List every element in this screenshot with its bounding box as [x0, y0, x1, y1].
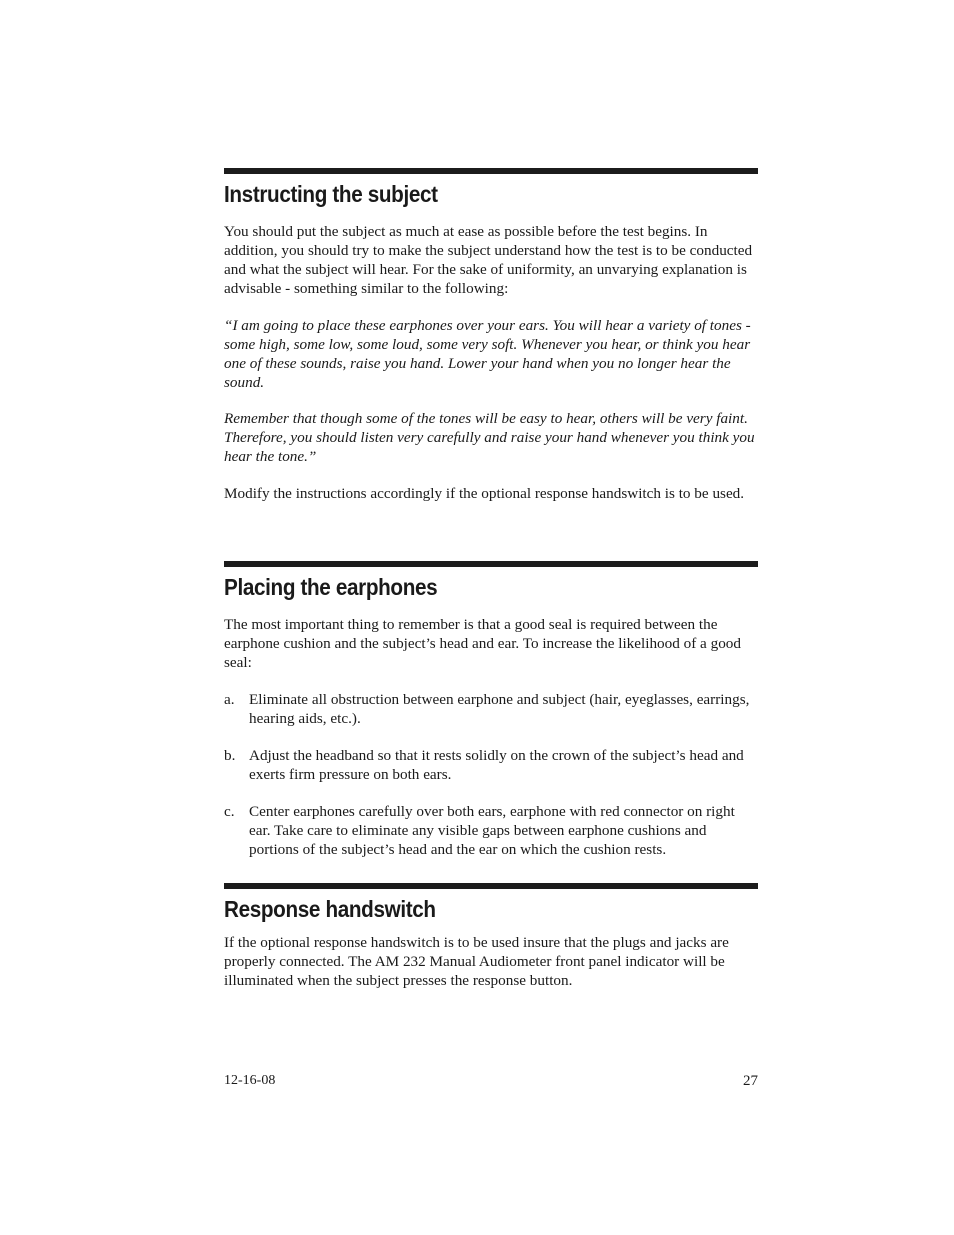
page-number: 27	[743, 1073, 758, 1089]
footer-date: 12-16-08	[224, 1073, 276, 1088]
section-title-response: Response handswitch	[224, 896, 436, 922]
instructing-paragraph-1: You should put the subject as much at ease as possible before the test begins. In addition, you should try to make the subject understand how the test is to be conducted and what the subject will hear. For the sake of uniformity, an unvarying explanation is advisable - something similar to the following:	[224, 223, 753, 297]
section-rule-instructing	[224, 168, 758, 174]
list-marker: c.	[224, 803, 235, 820]
placing-paragraph-1: The most important thing to remember is that a good seal is required between the earphone cushion and the subject’s head and ear. To increase the likelihood of a good seal:	[224, 616, 741, 671]
list-item	[224, 746, 758, 784]
instructing-paragraph-2: Modify the instructions accordingly if the optional response handswitch is to be used.	[224, 485, 745, 502]
section-title-placing: Placing the earphones	[224, 574, 438, 600]
section-title-instructing: Instructing the subject	[224, 181, 438, 207]
list-item-text: Eliminate all obstruction between earphone and subject (hair, eyeglasses, earrings, hearing aids, etc.).	[249, 691, 750, 727]
instructing-quote-1: “I am going to place these earphones over your ears. You will hear a variety of tones - some high, some low, some loud, some very soft. Whenever you hear, or think you hear one of these sounds, raise you hand. Lower your hand when you no longer hear the sound.	[224, 317, 751, 391]
list-item	[224, 690, 758, 728]
list-item-text: Adjust the headband so that it rests solidly on the crown of the subject’s head and exerts firm pressure on both ears.	[249, 747, 744, 783]
instructing-quote-2: Remember that though some of the tones will be easy to hear, others will be very faint. Therefore, you should listen very carefully and raise your hand whenever you think you hear the tone.”	[224, 410, 755, 465]
section-rule-placing	[224, 561, 758, 567]
response-paragraph-1: If the optional response handswitch is to be used insure that the plugs and jacks are properly connected. The AM 232 Manual Audiometer front panel indicator will be illuminated when the subject presses the response button.	[224, 934, 729, 989]
section-rule-response	[224, 883, 758, 889]
list-item-text: Center earphones carefully over both ears, earphone with red connector on right ear. Take care to eliminate any visible gaps between earphone cushions and portions of the subject’s head and the ear on which the cushion rests.	[249, 803, 735, 858]
list-marker: a.	[224, 691, 235, 708]
list-item	[224, 802, 758, 859]
list-marker: b.	[224, 747, 236, 764]
